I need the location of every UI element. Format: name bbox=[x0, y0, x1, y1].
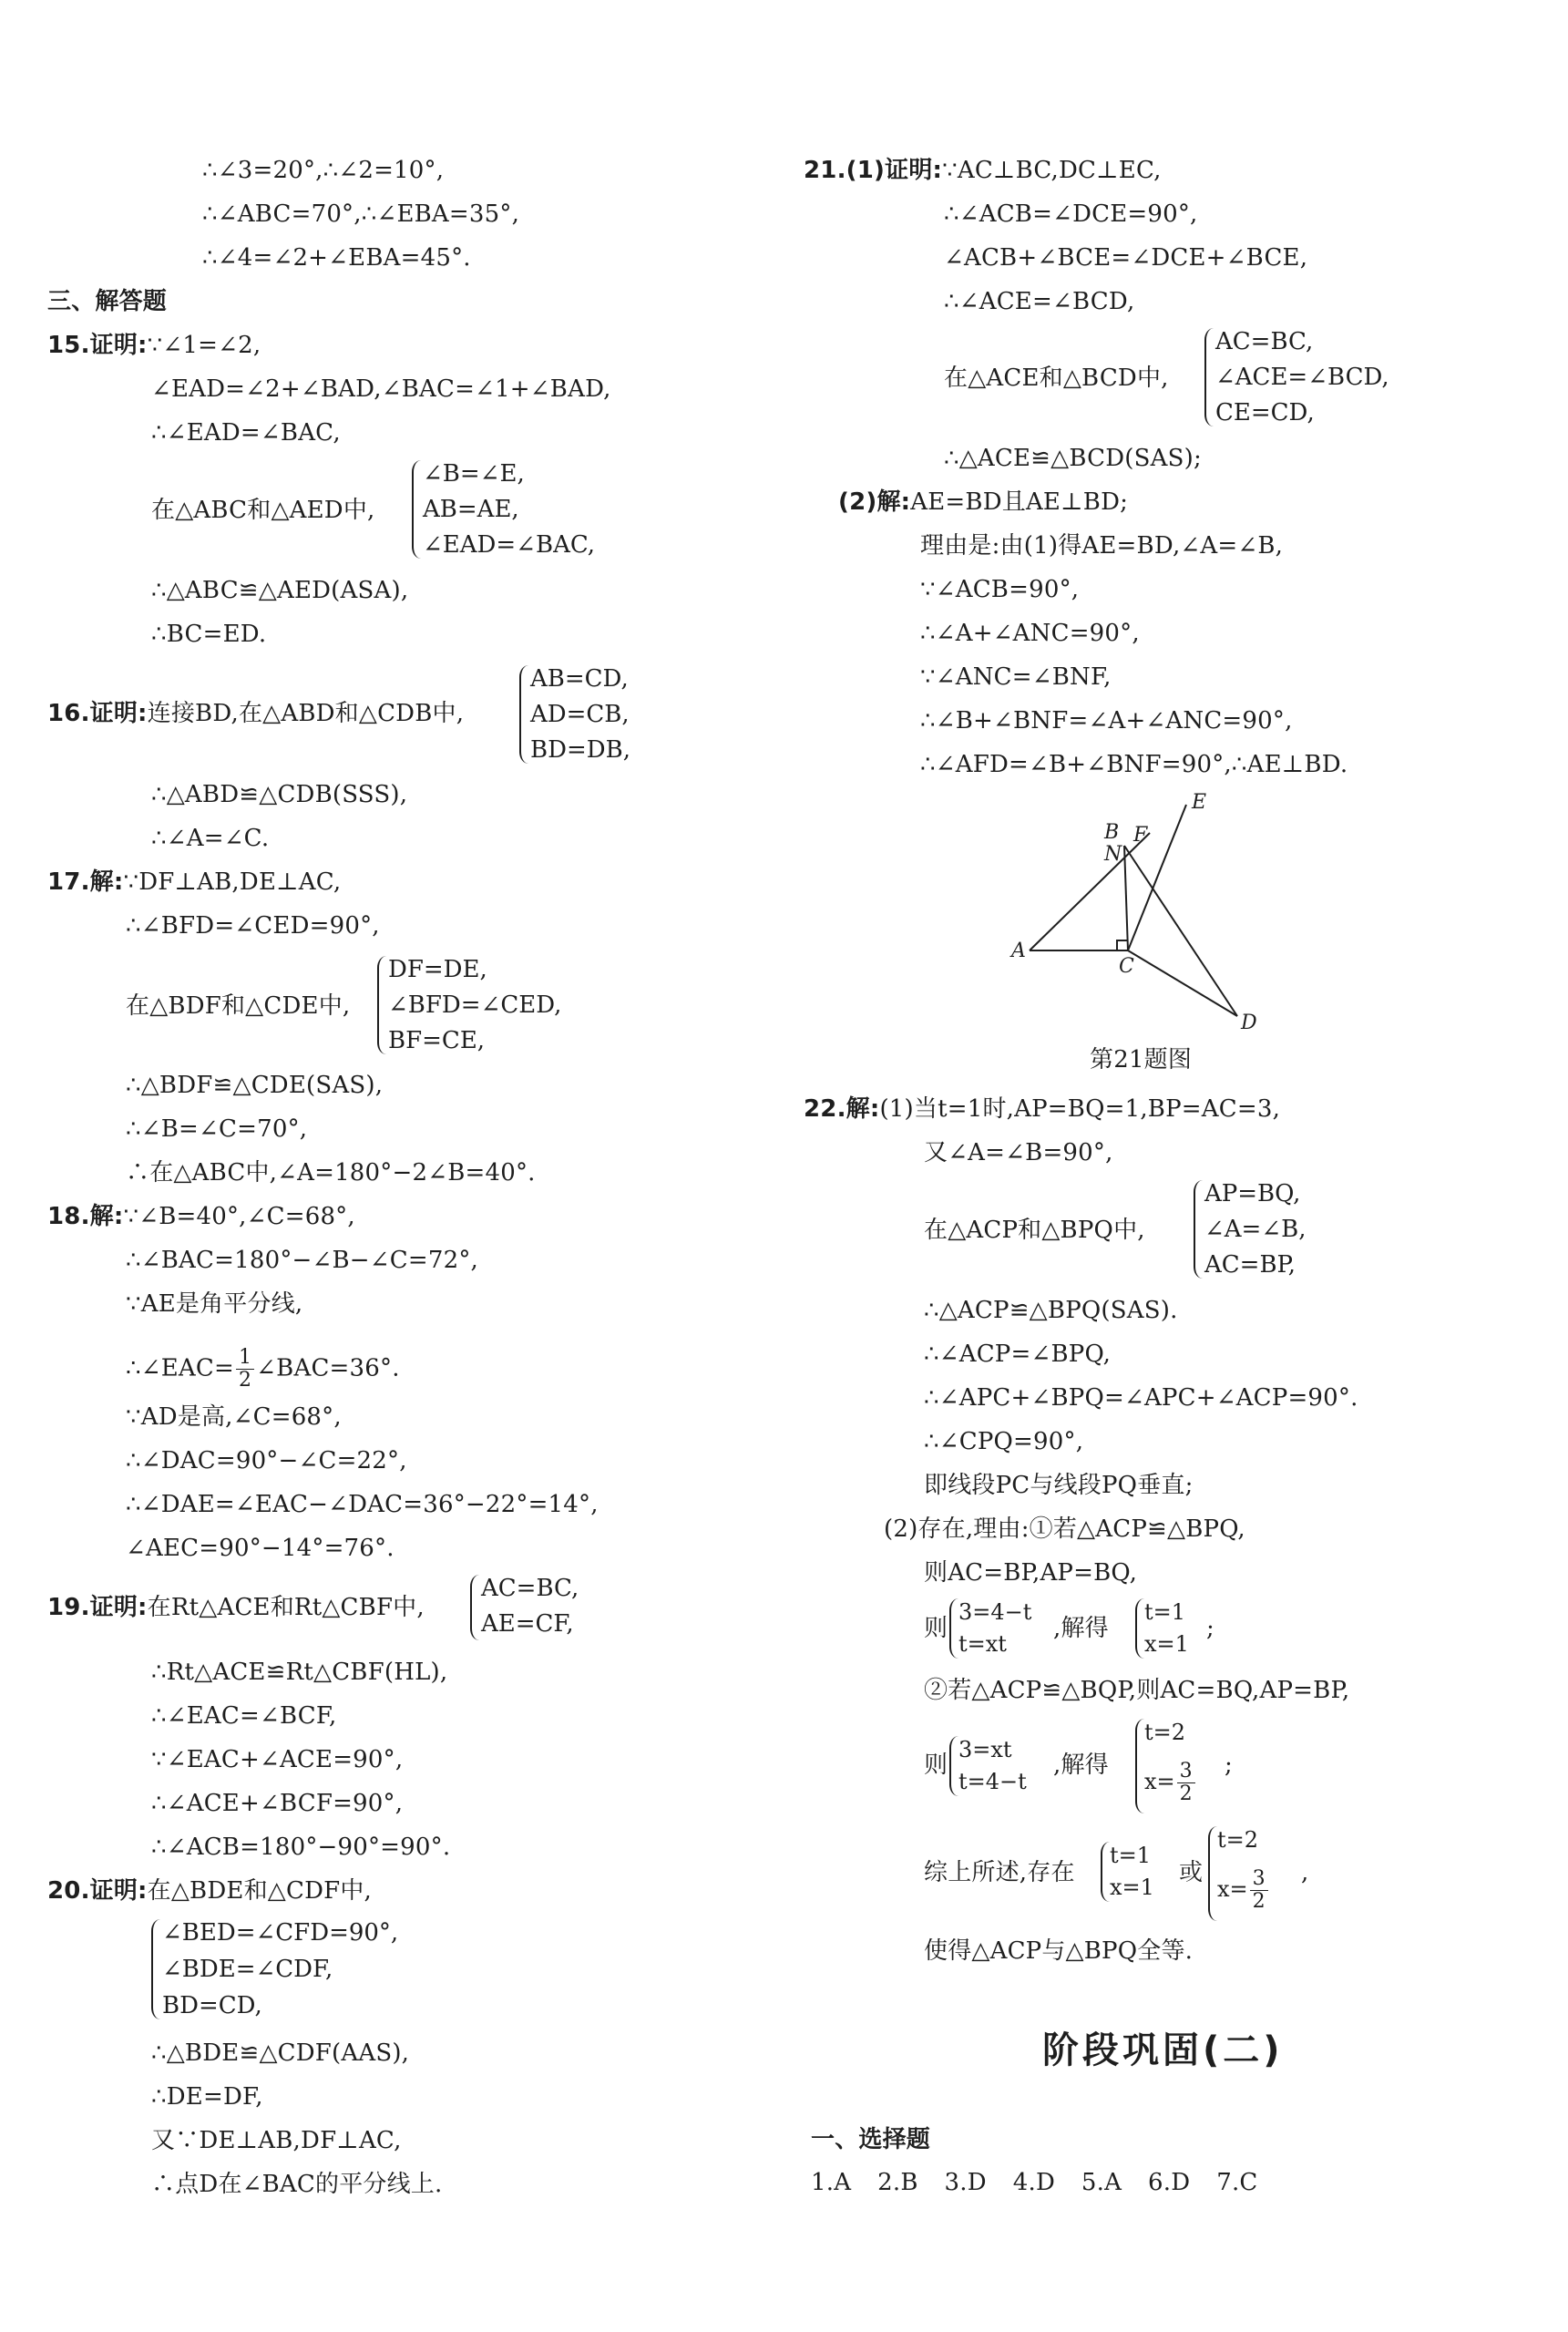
text-segment: x= bbox=[1144, 1769, 1175, 1794]
system-line: ∠A=∠B, bbox=[1204, 1216, 1307, 1243]
brace bbox=[949, 1598, 958, 1659]
brace bbox=[470, 1575, 479, 1640]
brace bbox=[151, 1919, 160, 2019]
text-line: 又∠A=∠B=90°, bbox=[924, 1139, 1113, 1166]
text-segment: 则 bbox=[924, 1615, 948, 1642]
equation: t=xt bbox=[958, 1631, 1007, 1657]
system-line: BD=DB, bbox=[530, 736, 630, 764]
text-line: 在△ACP和△BPQ中, bbox=[924, 1217, 1145, 1244]
fraction-denominator: 2 bbox=[238, 1369, 252, 1392]
text-line: ∴∠B=∠C=70°, bbox=[126, 1115, 308, 1143]
text-segment: 则 bbox=[924, 1752, 948, 1779]
equation bbox=[1144, 1761, 1197, 1805]
text-segment: ,解得 bbox=[1053, 1615, 1109, 1642]
fig-label-f: F bbox=[1133, 824, 1148, 847]
text-segment: , bbox=[1301, 1859, 1309, 1886]
text-line: ∴∠APC+∠BPQ=∠APC+∠ACP=90°. bbox=[924, 1384, 1358, 1412]
question-17 bbox=[47, 868, 341, 896]
text-line: ∴点D在∠BAC的平分线上. bbox=[151, 2171, 443, 2198]
text-segment: 综上所述,存在 bbox=[924, 1859, 1075, 1886]
text-line: ∴∠BFD=∠CED=90°, bbox=[126, 912, 380, 940]
question-15 bbox=[47, 332, 261, 359]
text-line: ∵∠ACB=90°, bbox=[920, 576, 1080, 603]
system-line: AP=BQ, bbox=[1204, 1180, 1301, 1207]
system-line: DF=DE, bbox=[388, 956, 487, 983]
text-line: 连接BD,在△ABD和△CDB中, bbox=[147, 700, 465, 727]
segment-bd bbox=[1124, 846, 1237, 1016]
text-line: ∴∠DAE=∠EAC−∠DAC=36°−22°=14°, bbox=[126, 1491, 599, 1518]
question-label: 16.证明: bbox=[47, 700, 148, 727]
equation: t=4−t bbox=[958, 1769, 1027, 1794]
text-line: ∴△ABC≌△AED(ASA), bbox=[151, 577, 409, 604]
text-line: ∵∠ANC=∠BNF, bbox=[920, 663, 1112, 691]
system-line: ∠BDE=∠CDF, bbox=[162, 1956, 333, 1983]
text-line: ∴∠ABC=70°,∴∠EBA=35°, bbox=[202, 200, 520, 228]
equation: x=1 bbox=[1110, 1875, 1154, 1900]
text-line: ∵AC⊥BC,DC⊥EC, bbox=[942, 157, 1162, 184]
fraction bbox=[1177, 1761, 1195, 1805]
fig-label-c: C bbox=[1119, 955, 1134, 978]
equation: t=2 bbox=[1217, 1827, 1259, 1853]
question-label: 15.证明: bbox=[47, 332, 148, 359]
fig-label-e: E bbox=[1192, 791, 1207, 814]
text-line: ∴∠4=∠2+∠EBA=45°. bbox=[202, 244, 471, 272]
system-line: AE=CF, bbox=[481, 1610, 574, 1638]
answer-list: 1.A 2.B 3.D 4.D 5.A 6.D 7.C bbox=[811, 2169, 1258, 2196]
question-label: 18.解: bbox=[47, 1203, 124, 1230]
fraction-numerator: 3 bbox=[1177, 1761, 1195, 1783]
question-22 bbox=[804, 1095, 1280, 1123]
brace bbox=[949, 1736, 958, 1796]
equation bbox=[1217, 1868, 1270, 1913]
equation: 3=xt bbox=[958, 1737, 1012, 1762]
text-segment: ,解得 bbox=[1053, 1752, 1109, 1779]
figure-21 bbox=[1002, 788, 1276, 1043]
system-line: ∠BED=∠CFD=90°, bbox=[162, 1919, 399, 1947]
text-segment: ∠BAC=36°. bbox=[256, 1354, 400, 1382]
text-segment: ∴∠EAC= bbox=[126, 1354, 234, 1382]
text-line: (2)存在,理由:①若△ACP≌△BPQ, bbox=[884, 1515, 1245, 1543]
question-19 bbox=[47, 1594, 425, 1621]
part-label: (2)解: bbox=[838, 488, 911, 516]
question-21 bbox=[804, 157, 1162, 184]
brace bbox=[1135, 1719, 1144, 1813]
text-line: ∴△ACE≌△BCD(SAS); bbox=[944, 445, 1202, 472]
text-line: ∵AE是角平分线, bbox=[126, 1290, 303, 1318]
text-line: ∴∠BAC=180°−∠B−∠C=72°, bbox=[126, 1247, 478, 1274]
system-line: BD=CD, bbox=[162, 1992, 262, 2019]
brace bbox=[1194, 1180, 1203, 1279]
question-20 bbox=[47, 1877, 372, 1905]
brace bbox=[1135, 1598, 1144, 1659]
question-16 bbox=[47, 700, 464, 727]
section-heading: 一、选择题 bbox=[811, 2126, 931, 2153]
text-line: 在△BDF和△CDE中, bbox=[126, 992, 351, 1020]
text-line: 在△BDE和△CDF中, bbox=[147, 1877, 373, 1905]
system-line: AB=CD, bbox=[530, 665, 629, 693]
equation: 3=4−t bbox=[958, 1599, 1032, 1625]
fraction-numerator: 1 bbox=[236, 1347, 254, 1370]
text-line: ∵∠EAC+∠ACE=90°, bbox=[151, 1746, 404, 1773]
text-line: 即线段PC与线段PQ垂直; bbox=[924, 1472, 1194, 1499]
text-line: ∴∠B+∠BNF=∠A+∠ANC=90°, bbox=[920, 707, 1293, 735]
system-line: AC=BC, bbox=[1215, 328, 1314, 355]
question-label: 17.解: bbox=[47, 868, 124, 896]
text-segment: 或 bbox=[1179, 1859, 1204, 1886]
brace bbox=[519, 665, 528, 764]
text-line: ∴∠EAD=∠BAC, bbox=[151, 419, 341, 447]
text-line: 则AC=BP,AP=BQ, bbox=[924, 1559, 1138, 1587]
brace bbox=[377, 956, 386, 1054]
system-line: AB=AE, bbox=[423, 496, 519, 523]
section-heading: 三、解答题 bbox=[47, 288, 168, 315]
text-line: 在Rt△ACE和Rt△CBF中, bbox=[147, 1594, 425, 1621]
segment-cd bbox=[1128, 950, 1237, 1016]
system-line: ∠B=∠E, bbox=[423, 460, 525, 488]
equation: x=1 bbox=[1144, 1631, 1189, 1657]
text-line: ∴∠ACB=180°−90°=90°. bbox=[151, 1834, 451, 1861]
question-label: 22.解: bbox=[804, 1095, 880, 1123]
text-line: ∴∠ACE=∠BCD, bbox=[944, 288, 1135, 315]
text-line: ∴△BDE≌△CDF(AAS), bbox=[151, 2039, 410, 2067]
text-line: ∴∠EAC=∠BCF, bbox=[151, 1702, 337, 1730]
text-line: ∴BC=ED. bbox=[151, 621, 267, 648]
system-line: AC=BC, bbox=[481, 1575, 579, 1602]
system-line: BF=CE, bbox=[388, 1027, 486, 1054]
text-line: ∵AD是高,∠C=68°, bbox=[126, 1403, 342, 1431]
text-line: ∴∠ACE+∠BCF=90°, bbox=[151, 1790, 404, 1817]
system-line: ∠EAD=∠BAC, bbox=[423, 531, 596, 559]
text-line: ∴△ACP≌△BPQ(SAS). bbox=[924, 1297, 1178, 1324]
question-label: 19.证明: bbox=[47, 1594, 148, 1621]
brace bbox=[1204, 328, 1214, 426]
text-line: ∴∠ACP=∠BPQ, bbox=[924, 1341, 1112, 1368]
text-line: ∴∠ACB=∠DCE=90°, bbox=[944, 200, 1198, 228]
stage-title: 阶段巩固(二) bbox=[1042, 2029, 1284, 2071]
fraction-numerator: 3 bbox=[1250, 1868, 1268, 1891]
question-18 bbox=[47, 1203, 355, 1230]
fraction bbox=[1250, 1868, 1268, 1913]
fraction-line bbox=[126, 1347, 400, 1392]
fraction-denominator: 2 bbox=[1179, 1782, 1193, 1805]
question-label: 20.证明: bbox=[47, 1877, 148, 1905]
fig-label-b: B bbox=[1104, 821, 1120, 844]
text-line: (1)当t=1时,AP=BQ=1,BP=AC=3, bbox=[879, 1095, 1281, 1123]
text-line: ∴△ABD≌△CDB(SSS), bbox=[151, 781, 408, 808]
text-line: ∴DE=DF, bbox=[151, 2083, 263, 2111]
system-line: AD=CB, bbox=[530, 701, 630, 728]
figure-caption: 第21题图 bbox=[1090, 1046, 1193, 1074]
text-line: ∴在△ABC中,∠A=180°−2∠B=40°. bbox=[126, 1159, 536, 1187]
text-line: ∴∠CPQ=90°, bbox=[924, 1428, 1084, 1455]
text-segment: x= bbox=[1217, 1876, 1248, 1902]
text-line: ∠AEC=90°−14°=76°. bbox=[126, 1535, 395, 1562]
text-line: ∵DF⊥AB,DE⊥AC, bbox=[123, 868, 342, 896]
text-line bbox=[838, 488, 1128, 516]
text-line: ∴∠A+∠ANC=90°, bbox=[920, 620, 1140, 647]
fraction-denominator: 2 bbox=[1252, 1890, 1266, 1913]
text-segment: AE=BD且AE⊥BD; bbox=[910, 488, 1129, 516]
segment-bc bbox=[1124, 846, 1128, 950]
fraction bbox=[236, 1347, 254, 1392]
system-line: ∠BFD=∠CED, bbox=[388, 991, 562, 1019]
system-line: AC=BP, bbox=[1204, 1251, 1296, 1279]
system-line: CE=CD, bbox=[1215, 399, 1315, 426]
text-line: ∵∠B=40°,∠C=68°, bbox=[123, 1203, 355, 1230]
brace bbox=[412, 460, 421, 559]
fig-label-d: D bbox=[1241, 1012, 1257, 1034]
text-line: 理由是:由(1)得AE=BD,∠A=∠B, bbox=[920, 532, 1284, 560]
text-line: ∴Rt△ACE≌Rt△CBF(HL), bbox=[151, 1659, 448, 1686]
question-label: 21.(1)证明: bbox=[804, 157, 943, 184]
right-angle-mark bbox=[1117, 940, 1128, 950]
text-line: ∴△BDF≌△CDE(SAS), bbox=[126, 1072, 384, 1099]
text-line: ∴∠AFD=∠B+∠BNF=90°,∴AE⊥BD. bbox=[920, 751, 1348, 778]
text-segment: ; bbox=[1225, 1752, 1233, 1779]
text-line: 又∵DE⊥AB,DF⊥AC, bbox=[151, 2127, 402, 2154]
text-line: ∵∠1=∠2, bbox=[147, 332, 261, 359]
text-line: ∴∠DAC=90°−∠C=22°, bbox=[126, 1447, 407, 1474]
text-line: ∠EAD=∠2+∠BAD,∠BAC=∠1+∠BAD, bbox=[151, 375, 611, 403]
brace bbox=[1101, 1842, 1110, 1902]
system-line: ∠ACE=∠BCD, bbox=[1215, 364, 1389, 391]
fig-label-n: N bbox=[1104, 843, 1122, 866]
text-line: ②若△ACP≌△BQP,则AC=BQ,AP=BP, bbox=[924, 1677, 1350, 1704]
text-segment: ; bbox=[1206, 1615, 1214, 1642]
text-line: ∴∠3=20°,∴∠2=10°, bbox=[202, 157, 445, 184]
fig-label-a: A bbox=[1011, 940, 1026, 962]
segment-ae bbox=[1030, 833, 1150, 950]
text-line: ∴∠A=∠C. bbox=[151, 825, 270, 852]
equation: t=1 bbox=[1144, 1599, 1186, 1625]
equation: t=2 bbox=[1144, 1720, 1186, 1745]
text-line: 在△ACE和△BCD中, bbox=[944, 365, 1169, 392]
equation: t=1 bbox=[1110, 1843, 1152, 1868]
text-line: ∠ACB+∠BCE=∠DCE+∠BCE, bbox=[944, 244, 1308, 272]
text-line: 使得△ACP与△BPQ全等. bbox=[924, 1937, 1194, 1965]
brace bbox=[1208, 1826, 1217, 1921]
text-line: 在△ABC和△AED中, bbox=[151, 497, 375, 524]
